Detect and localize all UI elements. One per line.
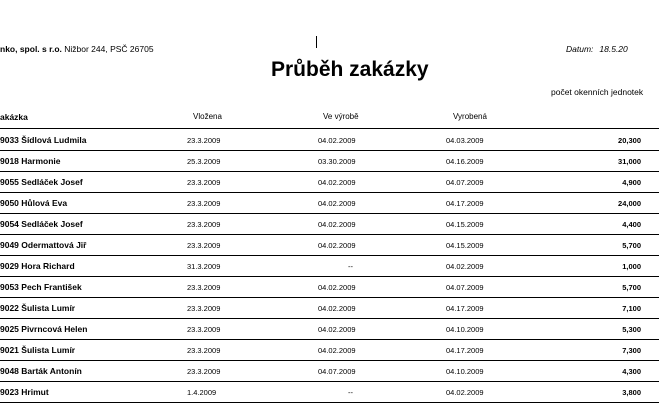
in-production-date: 04.02.2009: [318, 178, 356, 187]
window-count: 5,700: [622, 283, 641, 292]
window-count: 4,300: [622, 367, 641, 376]
order-name: 9021 Šulista Lumír: [0, 345, 76, 355]
window-count: 7,300: [622, 346, 641, 355]
date-block: [566, 44, 628, 54]
created-date: 23.3.2009: [187, 199, 221, 208]
order-name: 9053 Pech František: [0, 282, 82, 292]
produced-date: 04.17.2009: [446, 199, 484, 208]
in-production-date: 03.30.2009: [318, 157, 356, 166]
order-name: 9022 Šulista Lumír: [0, 303, 76, 313]
table-row: [0, 235, 659, 256]
order-name: 9023 Hrimut: [0, 387, 49, 397]
produced-date: 04.07.2009: [446, 283, 484, 292]
order-name: 9025 Pivrncová Helen: [0, 324, 88, 334]
company-line: [0, 44, 154, 54]
created-date: 23.3.2009: [187, 220, 221, 229]
table-row: [0, 214, 659, 235]
col-created: Vložena: [193, 112, 222, 121]
header-divider: [0, 128, 659, 129]
produced-date: 04.17.2009: [446, 346, 484, 355]
produced-date: 04.17.2009: [446, 304, 484, 313]
created-date: 23.3.2009: [187, 136, 221, 145]
produced-date: 04.03.2009: [446, 136, 484, 145]
in-production-date: 04.07.2009: [318, 367, 356, 376]
produced-date: 04.02.2009: [446, 262, 484, 271]
table-row: [0, 193, 659, 214]
text-cursor: [316, 36, 317, 48]
created-date: 23.3.2009: [187, 241, 221, 250]
produced-date: 04.15.2009: [446, 220, 484, 229]
in-production-date: 04.02.2009: [318, 325, 356, 334]
date-label: Datum:: [566, 44, 594, 54]
window-count: 7,100: [622, 304, 641, 313]
table-row: [0, 130, 659, 151]
col-order: akázka: [0, 112, 28, 122]
window-count: 1,000: [622, 262, 641, 271]
created-date: 23.3.2009: [187, 178, 221, 187]
column-headers: [0, 112, 659, 126]
col-in-production: Ve výrobě: [323, 112, 359, 121]
produced-date: 04.02.2009: [446, 388, 484, 397]
col-produced: Vyrobená: [453, 112, 487, 121]
produced-date: 04.16.2009: [446, 157, 484, 166]
orders-table: [0, 130, 659, 403]
in-production-date: --: [348, 388, 353, 397]
page-subtitle: počet okenních jednotek: [551, 87, 644, 97]
window-count: 4,400: [622, 220, 641, 229]
table-row: [0, 298, 659, 319]
window-count: 5,300: [622, 325, 641, 334]
order-name: 9029 Hora Richard: [0, 261, 75, 271]
in-production-date: 04.02.2009: [318, 136, 356, 145]
in-production-date: 04.02.2009: [318, 220, 356, 229]
in-production-date: 04.02.2009: [318, 304, 356, 313]
order-name: 9054 Sedláček Josef: [0, 219, 83, 229]
table-row: [0, 277, 659, 298]
created-date: 23.3.2009: [187, 346, 221, 355]
in-production-date: 04.02.2009: [318, 283, 356, 292]
order-name: 9048 Barták Antonín: [0, 366, 82, 376]
created-date: 25.3.2009: [187, 157, 221, 166]
created-date: 23.3.2009: [187, 304, 221, 313]
page-title: Průběh zakázky: [271, 58, 429, 81]
table-row: [0, 172, 659, 193]
order-name: 9050 Hůlová Eva: [0, 198, 68, 208]
window-count: 20,300: [618, 136, 641, 145]
in-production-date: 04.02.2009: [318, 241, 356, 250]
window-count: 24,000: [618, 199, 641, 208]
created-date: 1.4.2009: [187, 388, 217, 397]
company-address: Nižbor 244, PSČ 26705: [64, 44, 154, 54]
created-date: 31.3.2009: [187, 262, 221, 271]
in-production-date: 04.02.2009: [318, 346, 356, 355]
table-row: [0, 151, 659, 172]
window-count: 3,800: [622, 388, 641, 397]
table-row: [0, 382, 659, 403]
order-name: 9033 Šídlová Ludmila: [0, 135, 87, 145]
date-value: 18.5.20: [599, 44, 628, 54]
order-name: 9049 Odermattová Jiř: [0, 240, 87, 250]
table-row: [0, 361, 659, 382]
in-production-date: --: [348, 262, 353, 271]
order-name: 9018 Harmonie: [0, 156, 61, 166]
table-row: [0, 340, 659, 361]
created-date: 23.3.2009: [187, 325, 221, 334]
company-name: nko, spol. s r.o.: [0, 44, 62, 54]
window-count: 31,000: [618, 157, 641, 166]
created-date: 23.3.2009: [187, 367, 221, 376]
produced-date: 04.10.2009: [446, 325, 484, 334]
produced-date: 04.15.2009: [446, 241, 484, 250]
order-name: 9055 Sedláček Josef: [0, 177, 83, 187]
in-production-date: 04.02.2009: [318, 199, 356, 208]
window-count: 5,700: [622, 241, 641, 250]
table-row: [0, 256, 659, 277]
window-count: 4,900: [622, 178, 641, 187]
table-row: [0, 319, 659, 340]
created-date: 23.3.2009: [187, 283, 221, 292]
produced-date: 04.07.2009: [446, 178, 484, 187]
produced-date: 04.10.2009: [446, 367, 484, 376]
